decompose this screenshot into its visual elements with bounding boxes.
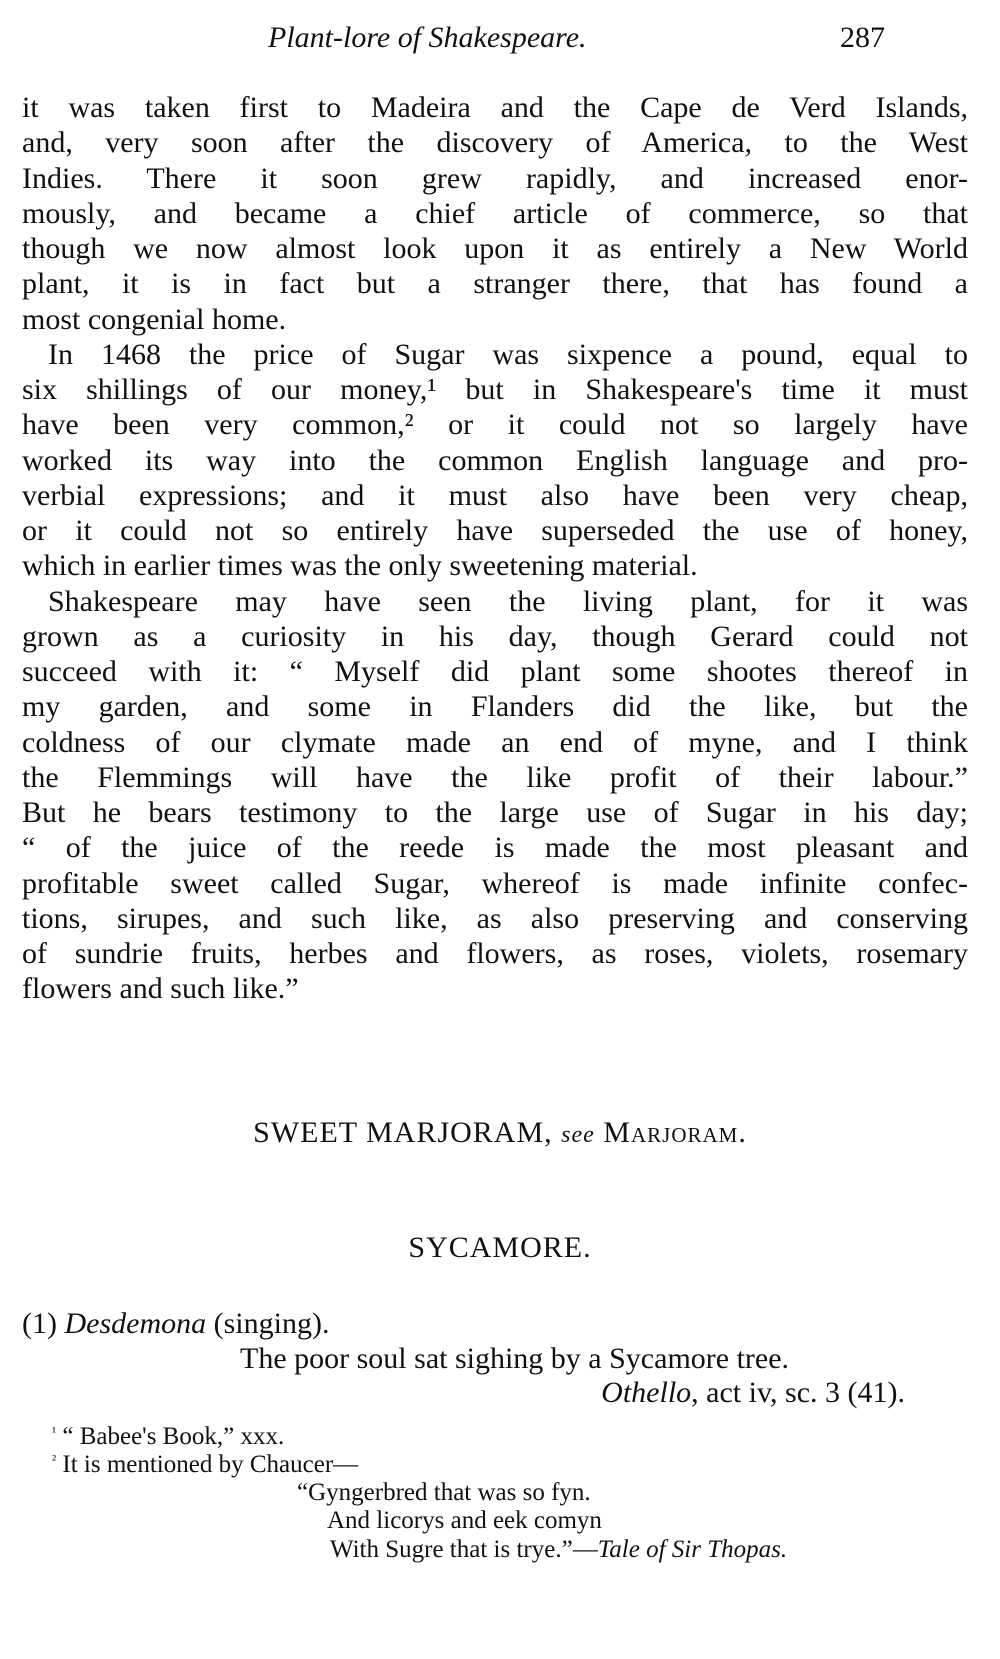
footnote-2: $^{^2}$ It is mentioned by Chaucer— — [52, 1451, 359, 1478]
body-line: grown as a curiosity in his day, though Gerard could not — [22, 619, 968, 653]
body-line: which in earlier times was the only sweetening material. — [22, 549, 698, 583]
quote-source: Othello, act iv, sc. 3 (41). — [601, 1376, 905, 1409]
footnote-verse-1: “Gyngerbred that was so fyn. — [297, 1479, 591, 1506]
page-number: 287 — [840, 21, 885, 54]
footnote-1: $^{^1}$ “ Babee's Book,” xxx. — [52, 1423, 285, 1450]
body-line: In 1468 the price of Sugar was sixpence a pound, equal to — [48, 337, 968, 371]
heading-sycamore: SYCAMORE. — [408, 1231, 592, 1264]
heading-sweet-marjoram: SWEET MARJORAM, see Marjoram. — [253, 1116, 747, 1149]
body-line: most congenial home. — [22, 302, 287, 336]
body-line: six shillings of our money,¹ but in Shakespeare's time it must — [22, 373, 968, 406]
body-line: have been very common,² or it could not so largely have — [22, 408, 968, 442]
running-title: Plant-lore of Shakespeare. — [268, 21, 587, 54]
body-line: coldness of our clymate made an end of myne, and I think — [22, 725, 968, 759]
body-line: “ of the juice of the reede is made the most pleasant and — [22, 831, 968, 865]
body-line: of sundrie fruits, herbes and flowers, as roses, violets, rosemary — [22, 937, 968, 970]
body-line: though we now almost look upon it as entirely a New World — [22, 232, 968, 265]
body-line: mously, and became a chief article of commerce, so that — [22, 196, 968, 230]
body-line: plant, it is in fact but a stranger there, that has found a — [22, 267, 968, 301]
body-line: profitable sweet called Sugar, whereof is made infinite confec- — [22, 866, 968, 900]
body-line: my garden, and some in Flanders did the like, but the — [22, 690, 968, 724]
body-line: succeed with it: “ Myself did plant some shootes thereof in — [22, 655, 968, 688]
body-line: or it could not so entirely have superseded the use of honey, — [22, 514, 968, 547]
body-line: it was taken first to Madeira and the Cape de Verd Islands, — [22, 91, 968, 124]
body-line: the Flemmings will have the like profit of their labour.” — [22, 760, 968, 794]
quote-speaker: (1) Desdemona (singing). — [22, 1307, 330, 1340]
body-line: worked its way into the common English language and pro- — [22, 443, 968, 477]
body-line: and, very soon after the discovery of America, to the West — [22, 126, 968, 160]
quote-verse: The poor soul sat sighing by a Sycamore tree. — [240, 1342, 790, 1375]
body-line: tions, sirupes, and such like, as also preserving and conserving — [22, 901, 968, 935]
footnote-verse-3: With Sugre that is trye.”—Tale of Sir Thopas. — [330, 1536, 788, 1563]
footnote-verse-2: And licorys and eek comyn — [327, 1507, 602, 1534]
body-line: But he bears testimony to the large use of Sugar in his day; — [22, 796, 968, 829]
body-line: Shakespeare may have seen the living plant, for it was — [48, 584, 968, 618]
body-line: Indies. There it soon grew rapidly, and increased enor- — [22, 161, 968, 195]
body-line: flowers and such like.” — [22, 972, 299, 1006]
body-line: verbial expressions; and it must also have been very cheap, — [22, 478, 968, 512]
